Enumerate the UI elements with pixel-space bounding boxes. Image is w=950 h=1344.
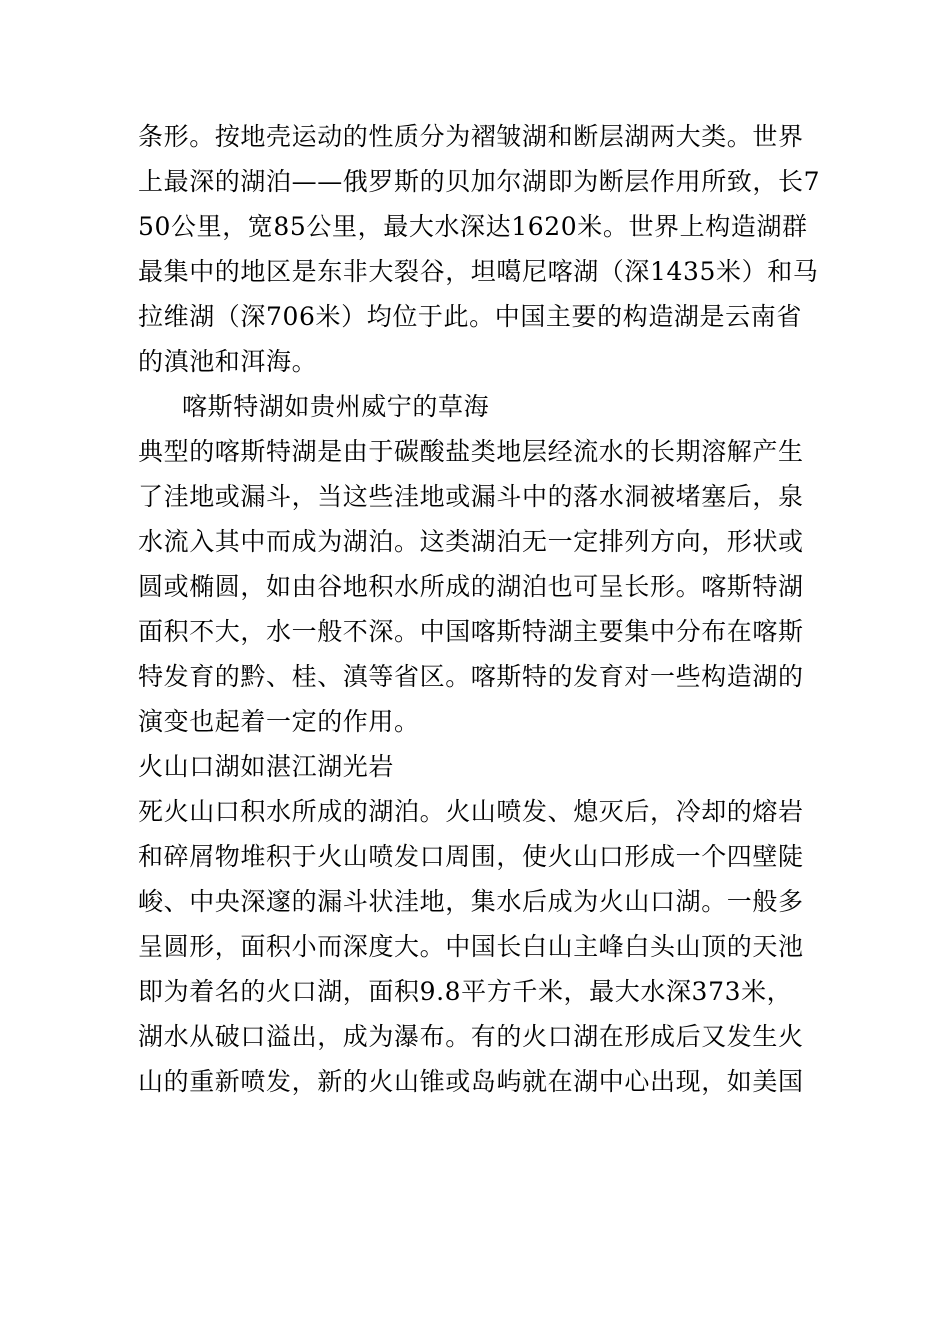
- paragraph-line: 50公里，宽85公里，最大水深达1620米。世界上构造湖群: [138, 212, 808, 241]
- paragraph-line: 死火山口积水所成的湖泊。火山喷发、熄灭后，冷却的熔岩: [138, 797, 804, 826]
- paragraph-line: 演变也起着一定的作用。: [138, 707, 420, 736]
- paragraph-line: 和碎屑物堆积于火山喷发口周围，使火山口形成一个四壁陡: [138, 842, 804, 871]
- paragraph-line: 湖水从破口溢出，成为瀑布。有的火口湖在形成后又发生火: [138, 1022, 804, 1051]
- paragraph-line: 峻、中央深邃的漏斗状洼地，集水后成为火山口湖。一般多: [138, 887, 804, 916]
- paragraph-line: 典型的喀斯特湖是由于碳酸盐类地层经流水的长期溶解产生: [138, 437, 804, 466]
- paragraph-line: 山的重新喷发，新的火山锥或岛屿就在湖中心出现，如美国: [138, 1067, 804, 1096]
- paragraph-line: 水流入其中而成为湖泊。这类湖泊无一定排列方向，形状或: [138, 527, 804, 556]
- paragraph-line: 最集中的地区是东非大裂谷，坦噶尼喀湖（深1435米）和马: [138, 257, 819, 286]
- section-heading-crater-lake: 火山口湖如湛江湖光岩: [138, 752, 395, 781]
- paragraph-line: 即为着名的火口湖，面积9.8平方千米，最大水深373米，: [138, 977, 793, 1006]
- paragraph-line: 上最深的湖泊——俄罗斯的贝加尔湖即为断层作用所致，长7: [138, 167, 821, 196]
- paragraph-line: 条形。按地壳运动的性质分为褶皱湖和断层湖两大类。世界: [138, 122, 804, 151]
- paragraph-line: 拉维湖（深706米）均位于此。中国主要的构造湖是云南省: [138, 302, 802, 331]
- paragraph-line: 的滇池和洱海。: [138, 347, 318, 376]
- paragraph-line: 圆或椭圆，如由谷地积水所成的湖泊也可呈长形。喀斯特湖: [138, 572, 804, 601]
- paragraph-line: 呈圆形，面积小而深度大。中国长白山主峰白头山顶的天池: [138, 932, 804, 961]
- paragraph-line: 特发育的黔、桂、滇等省区。喀斯特的发育对一些构造湖的: [138, 662, 804, 691]
- paragraph-line: 面积不大，水一般不深。中国喀斯特湖主要集中分布在喀斯: [138, 617, 804, 646]
- section-heading-karst-lake: 喀斯特湖如贵州威宁的草海: [182, 392, 490, 421]
- paragraph-line: 了洼地或漏斗，当这些洼地或漏斗中的落水洞被堵塞后，泉: [138, 482, 804, 511]
